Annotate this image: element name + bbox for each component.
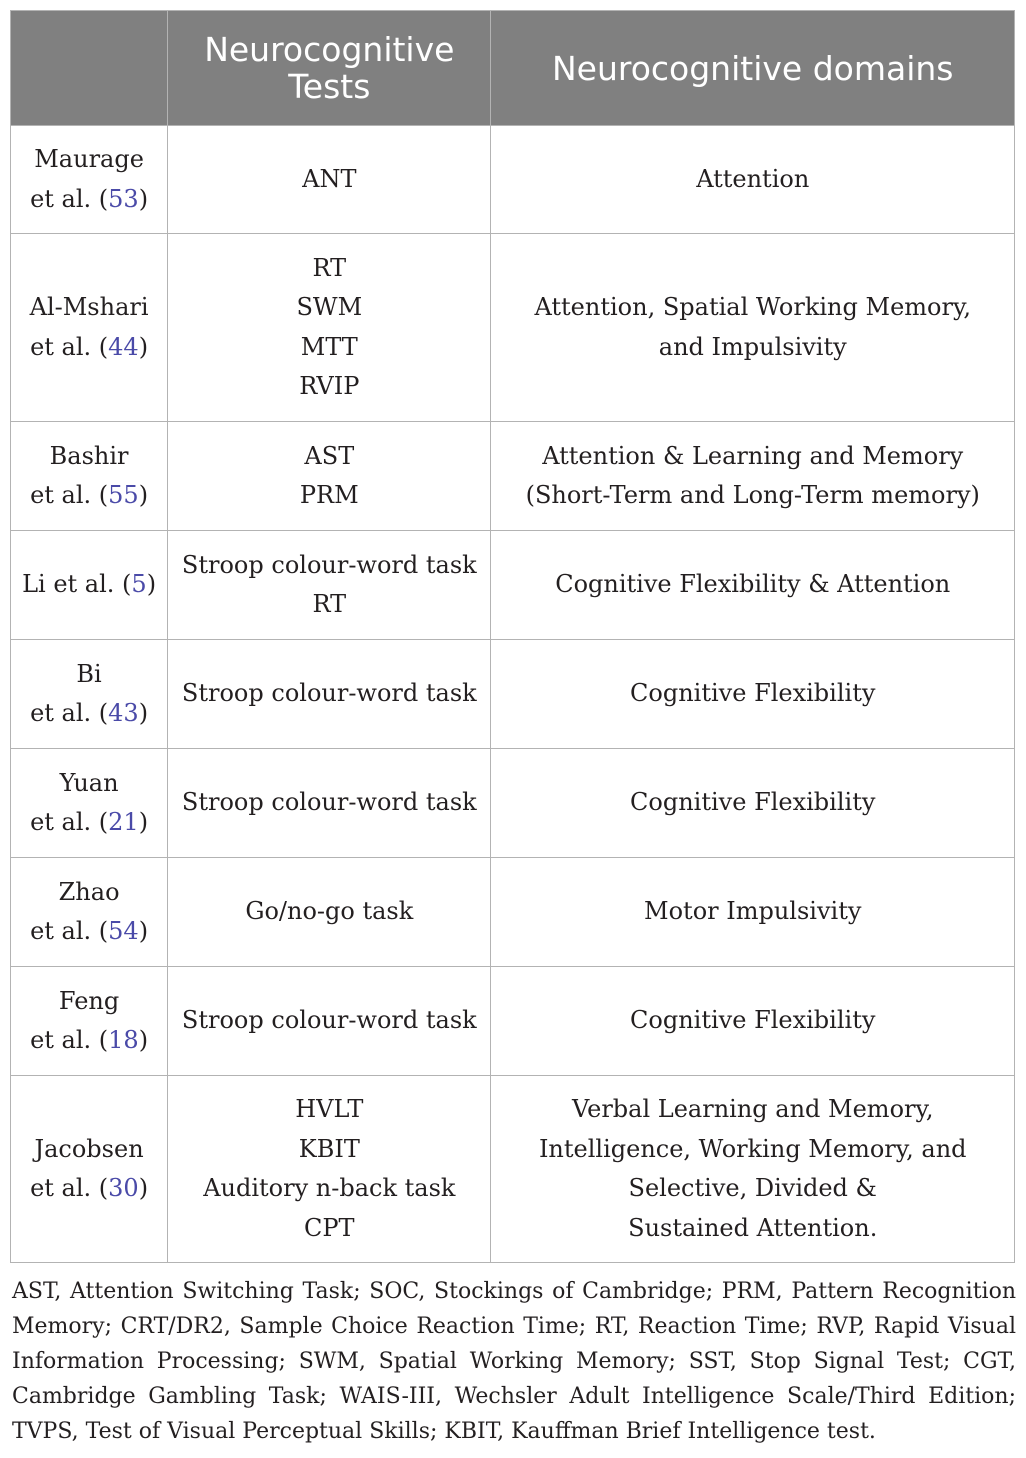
domain-line: and Impulsivity <box>658 332 847 361</box>
citation-link[interactable]: 18 <box>108 1026 139 1054</box>
study-text: Yuan <box>59 768 119 797</box>
citation-link[interactable]: 21 <box>108 808 139 836</box>
domains-cell <box>491 234 1015 422</box>
study-name-line <box>15 982 163 1022</box>
study-text: et al. <box>30 917 92 945</box>
study-name-line <box>15 437 163 477</box>
domain-line: (Short-Term and Long-Term memory) <box>525 481 980 509</box>
table-row <box>11 126 1015 234</box>
tests-cell <box>168 1076 491 1263</box>
study-cell <box>11 749 168 858</box>
tests-cell <box>168 422 491 531</box>
tests-cell <box>168 640 491 749</box>
study-text: et al. <box>30 699 92 727</box>
study-text: Li et al. <box>22 570 115 599</box>
domains-cell <box>491 749 1015 858</box>
domains-cell <box>491 126 1015 234</box>
test-item: HVLT <box>295 1095 364 1123</box>
test-item: ANT <box>302 164 357 193</box>
test-item: KBIT <box>298 1134 360 1163</box>
test-item: SWM <box>296 293 363 321</box>
table-row <box>11 858 1015 967</box>
domain-line: Cognitive Flexibility <box>630 788 876 817</box>
domain-line: Attention & Learning and Memory <box>542 441 964 470</box>
test-item: Stroop colour-word task <box>181 788 477 817</box>
citation-link[interactable]: 53 <box>108 184 139 213</box>
study-name-line <box>15 764 163 804</box>
study-cell <box>11 531 168 640</box>
citation-link[interactable]: 30 <box>108 1174 139 1202</box>
study-name-line: et al. (44) <box>30 332 149 361</box>
test-item: RVIP <box>299 372 360 400</box>
test-item: CPT <box>304 1213 355 1242</box>
domain-line: Cognitive Flexibility <box>630 679 876 708</box>
test-item: Go/no-go task <box>245 897 414 926</box>
test-item: PRM <box>299 481 359 509</box>
table-row <box>11 749 1015 858</box>
study-name-line: Li et al. (5) <box>22 570 157 599</box>
domain-line: Attention <box>696 164 810 193</box>
test-item: RT <box>312 590 347 618</box>
citation-link[interactable]: 55 <box>108 481 139 509</box>
table-row <box>11 422 1015 531</box>
header-row <box>11 11 1015 126</box>
tests-cell <box>168 531 491 640</box>
domain-line: Cognitive Flexibility & Attention <box>555 570 951 599</box>
test-item: Stroop colour-word task <box>181 550 477 579</box>
domain-line: Attention, Spatial Working Memory, <box>534 293 971 321</box>
domain-line: Sustained Attention. <box>628 1213 878 1242</box>
tests-cell <box>168 234 491 422</box>
study-text: Bi <box>76 659 102 688</box>
study-text: et al. <box>30 184 92 213</box>
domain-line: Cognitive Flexibility <box>630 1006 876 1035</box>
study-name-line: et al. (54) <box>30 917 149 945</box>
test-item: MTT <box>300 332 358 361</box>
tests-cell <box>168 749 491 858</box>
study-cell <box>11 1076 168 1263</box>
domain-line: Motor Impulsivity <box>644 897 862 926</box>
table-row <box>11 531 1015 640</box>
tests-cell <box>168 126 491 234</box>
citation-link[interactable]: 43 <box>108 699 139 727</box>
header-tests: Neurocognitive Tests <box>168 11 491 126</box>
study-cell <box>11 422 168 531</box>
table-footnote: AST, Attention Switching Task; SOC, Stockings of Cambridge; PRM, Pattern Recognition Memory; CRT/DR2, Sample Choice Reaction Time; RT, Reaction Time; RVP, Rapid Visual Information Processing; SWM, Spatial Working Memory; SST, Stop Signal Test; CGT, Cambridge Gambling Task; WAIS-III, Wechsler Adult Intelligence Scale/Third Edition; TVPS, Test of Visual Perceptual Skills; KBIT, Kauffman Brief Intelligence test. <box>12 1279 1016 1444</box>
domains-cell <box>491 858 1015 967</box>
domain-line: Intelligence, Working Memory, and <box>538 1134 967 1163</box>
study-text: Al-Mshari <box>29 293 149 321</box>
test-item: AST <box>304 441 355 470</box>
study-cell <box>11 640 168 749</box>
study-text: Zhao <box>58 877 120 906</box>
domains-cell <box>491 531 1015 640</box>
study-text: et al. <box>30 481 92 509</box>
study-cell <box>11 967 168 1076</box>
study-text: Bashir <box>49 441 129 470</box>
study-name-line <box>15 140 163 180</box>
study-cell <box>11 858 168 967</box>
study-cell <box>11 234 168 422</box>
study-name-line <box>15 655 163 695</box>
tests-cell <box>168 858 491 967</box>
test-item: RT <box>312 253 347 282</box>
study-text: et al. <box>30 1026 92 1054</box>
table-row <box>11 640 1015 749</box>
study-cell <box>11 126 168 234</box>
study-name-line: et al. (53) <box>30 184 149 213</box>
table-row <box>11 1076 1015 1263</box>
table-row <box>11 234 1015 422</box>
table-body <box>11 126 1015 1263</box>
domains-cell <box>491 1076 1015 1263</box>
citation-link[interactable]: 5 <box>131 570 147 599</box>
study-text: et al. <box>30 808 92 836</box>
study-name-line <box>15 1130 163 1170</box>
study-name-line <box>15 873 163 913</box>
study-text: Feng <box>58 986 120 1015</box>
test-item: Auditory n-back task <box>203 1174 456 1202</box>
tests-cell <box>168 967 491 1076</box>
study-text: et al. <box>30 332 92 361</box>
test-item: Stroop colour-word task <box>181 1006 477 1035</box>
study-name-line: et al. (18) <box>30 1026 149 1054</box>
domains-cell <box>491 967 1015 1076</box>
study-text: et al. <box>30 1174 92 1202</box>
citation-link[interactable]: 54 <box>108 917 139 945</box>
citation-link[interactable]: 44 <box>108 332 139 361</box>
domain-line: Verbal Learning and Memory, <box>571 1095 934 1123</box>
test-item: Stroop colour-word task <box>181 679 477 708</box>
domains-cell <box>491 422 1015 531</box>
header-domains: Neurocognitive domains <box>491 11 1015 126</box>
study-name-line <box>15 288 163 328</box>
neurocognitive-table <box>10 10 1015 1263</box>
study-name-line: et al. (55) <box>30 481 149 509</box>
table-row <box>11 967 1015 1076</box>
study-name-line: et al. (30) <box>30 1174 149 1202</box>
study-text: Maurage <box>34 145 144 173</box>
study-name-line: et al. (43) <box>30 699 149 727</box>
study-name-line: et al. (21) <box>30 808 149 836</box>
study-text: Jacobsen <box>34 1134 144 1163</box>
header-study <box>11 11 168 126</box>
domain-line: Selective, Divided & <box>628 1174 877 1202</box>
domains-cell <box>491 640 1015 749</box>
